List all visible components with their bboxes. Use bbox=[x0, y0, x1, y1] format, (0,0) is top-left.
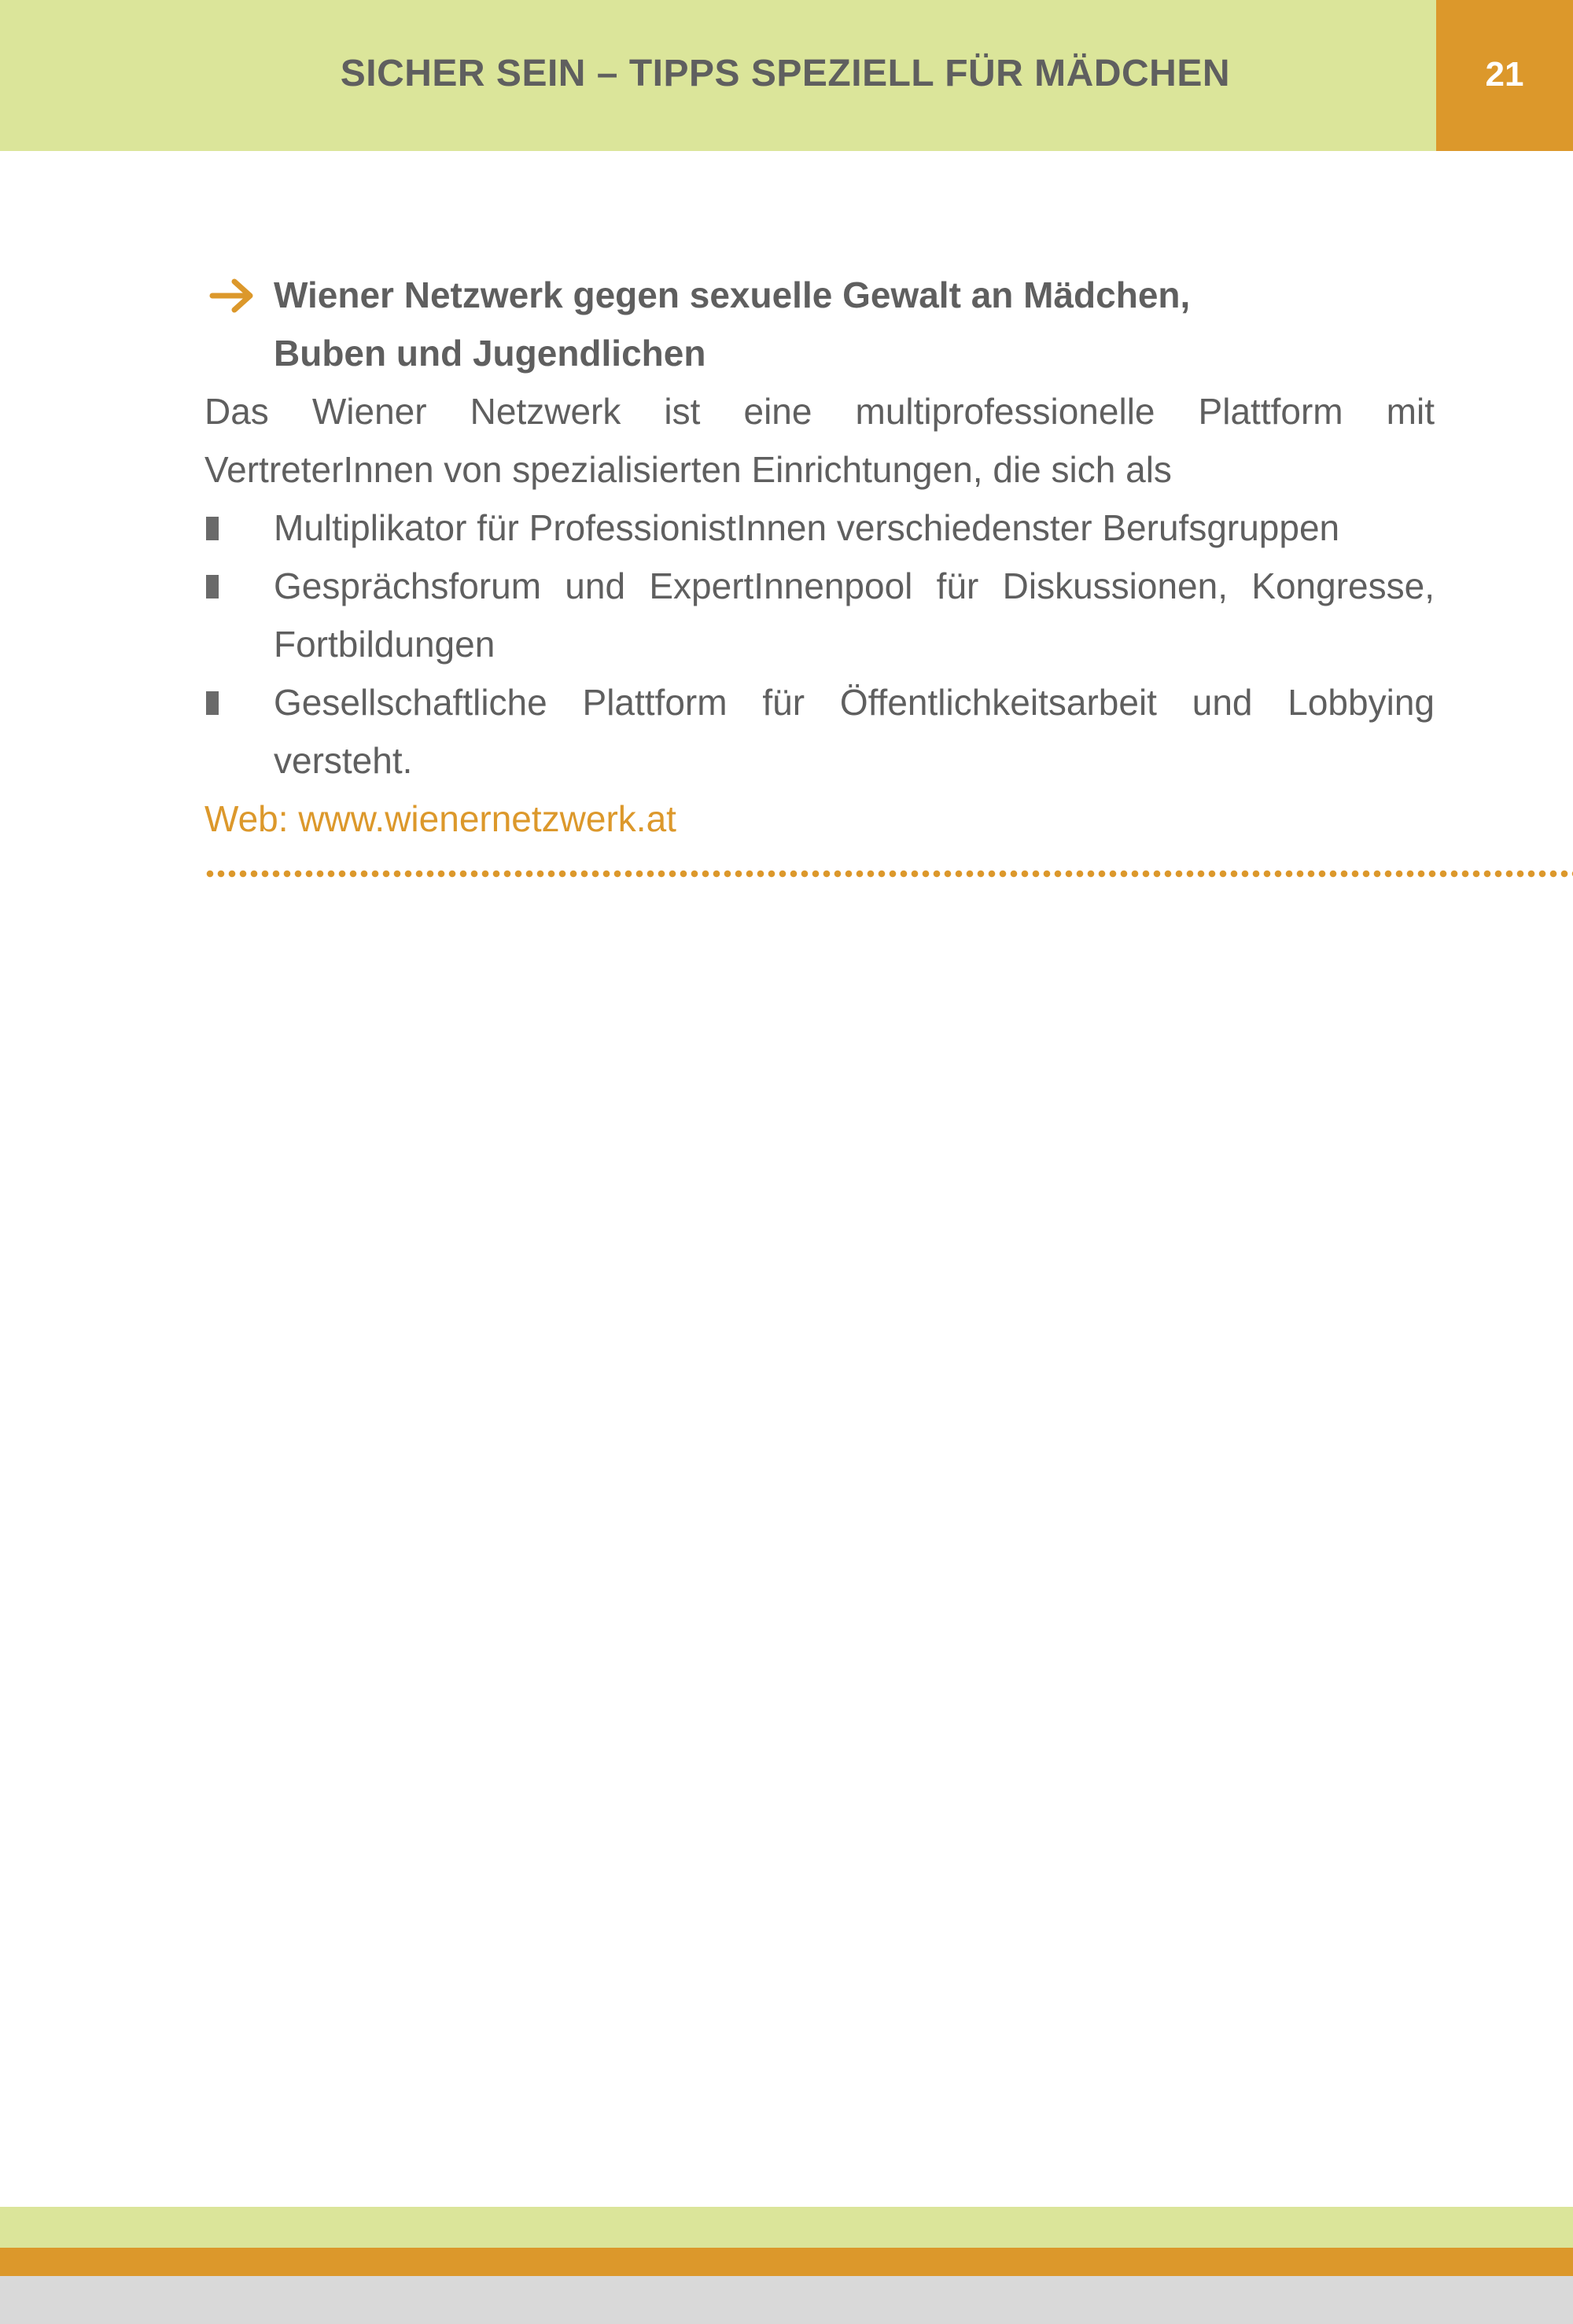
list-item-text: Multiplikator für ProfessionistInnen verschiedenster Berufsgruppen bbox=[274, 507, 1340, 548]
main-content bbox=[204, 266, 1435, 848]
section-heading-line2: Buben und Jugendlichen bbox=[274, 333, 706, 374]
page-header bbox=[0, 0, 1436, 151]
list-item bbox=[204, 673, 1435, 790]
arrow-right-icon bbox=[209, 278, 256, 313]
bullet-marker-icon bbox=[206, 691, 219, 715]
footer-band-orange bbox=[0, 2248, 1573, 2276]
footer-band-grey bbox=[0, 2276, 1573, 2324]
intro-paragraph: Das Wiener Netzwerk ist eine multiprofessionelle Plattform mit VertreterInnen von spezialisierten Einrichtungen, die sich als bbox=[204, 391, 1435, 490]
page-title: SICHER SEIN – TIPPS SPEZIELL FÜR MÄDCHEN bbox=[340, 53, 1230, 94]
list-item bbox=[204, 499, 1435, 557]
bullet-marker-icon bbox=[206, 517, 219, 540]
page-number-box bbox=[1436, 0, 1573, 151]
page-number: 21 bbox=[1485, 55, 1524, 94]
web-link[interactable]: Web: www.wienernetzwerk.at bbox=[204, 798, 676, 839]
list-item bbox=[204, 557, 1435, 673]
bullet-list bbox=[204, 499, 1435, 790]
list-item-text: Gesellschaftliche Plattform für Öffentlichkeitsarbeit und Lobbying versteht. bbox=[274, 682, 1435, 781]
dotted-divider bbox=[204, 868, 1573, 879]
footer-band-green bbox=[0, 2207, 1573, 2248]
section-heading-line1: Wiener Netzwerk gegen sexuelle Gewalt an Mädchen, bbox=[274, 274, 1191, 315]
bullet-marker-icon bbox=[206, 575, 219, 598]
list-item-text: Gesprächsforum und ExpertInnenpool für Diskussionen, Kongresse, Fortbildungen bbox=[274, 565, 1435, 665]
section-heading bbox=[204, 266, 1435, 382]
